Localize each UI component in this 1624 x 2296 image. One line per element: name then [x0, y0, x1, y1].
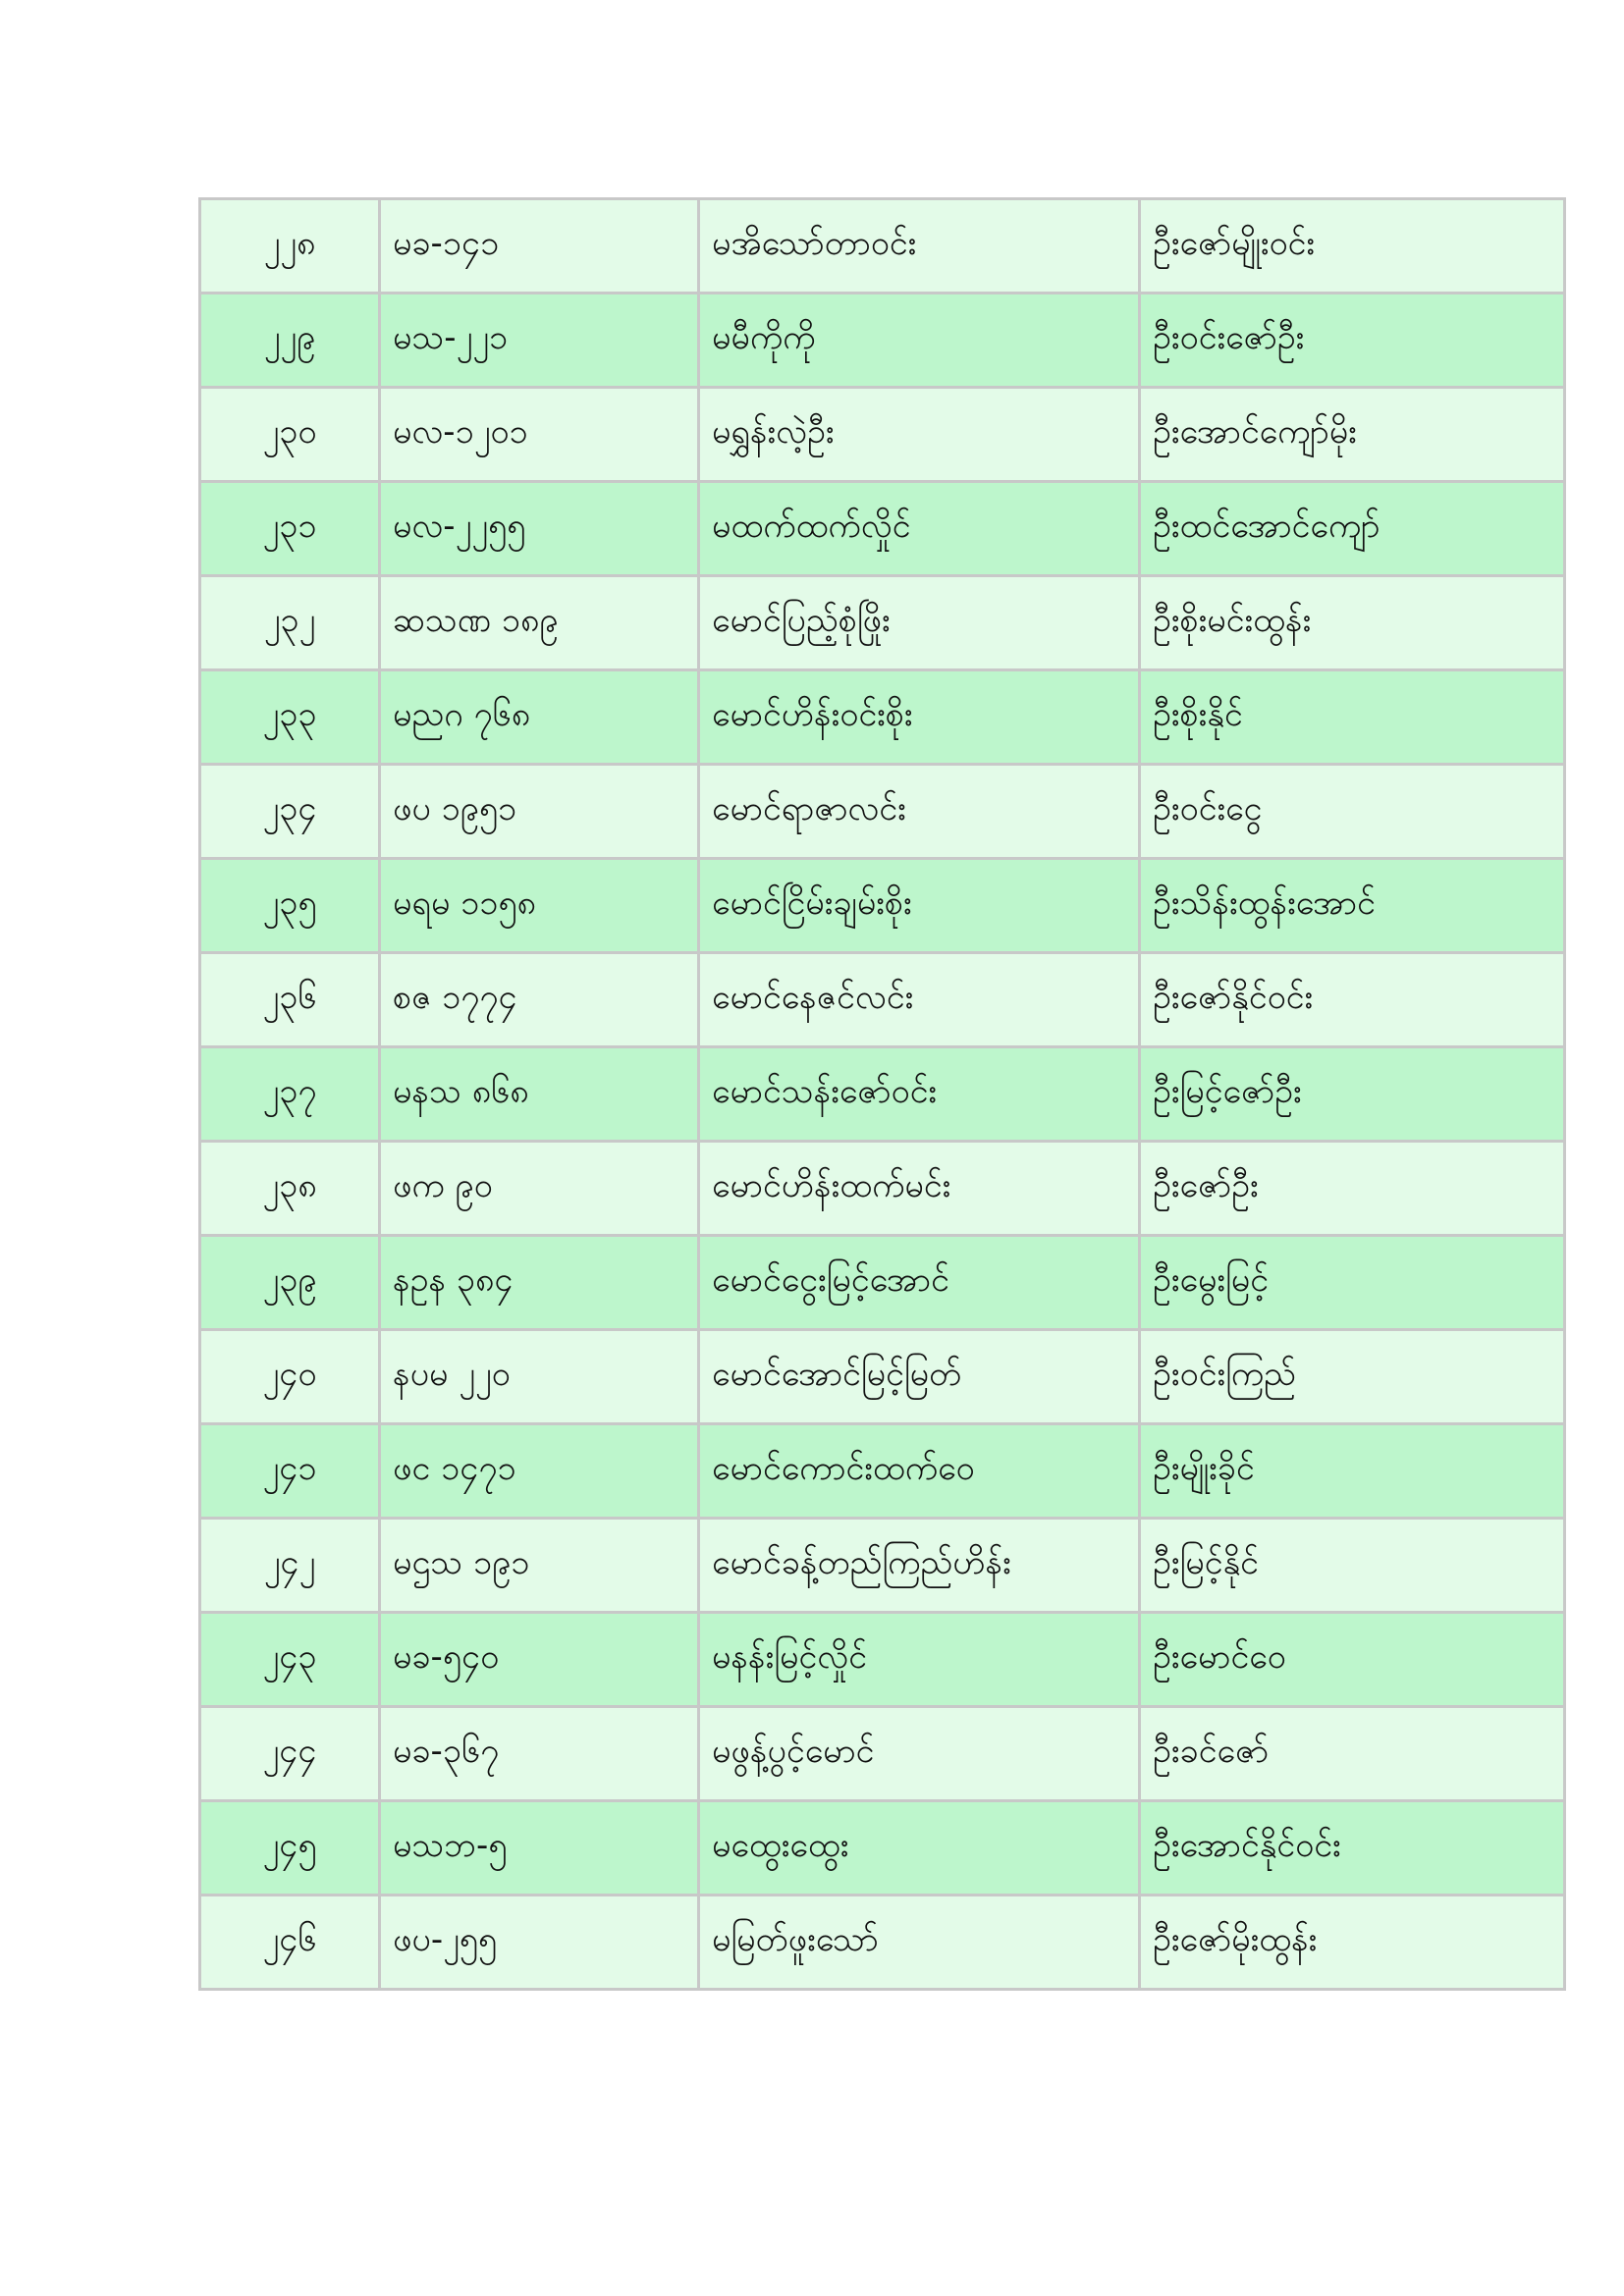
cell-father-name: ဦးဇော်ဦး: [1140, 1142, 1565, 1236]
table-row: [200, 1047, 1565, 1142]
cell-student-name: မဖွန့်ပွင့်မောင်: [699, 1707, 1140, 1801]
table-row: [200, 576, 1565, 670]
table-row: [200, 765, 1565, 859]
cell-student-name: မောင်ခန့်တည်ကြည်ဟိန်း: [699, 1519, 1140, 1613]
table-row: [200, 1896, 1565, 1990]
cell-registration-number: မရမ ၁၁၅၈: [380, 859, 699, 953]
cell-registration-number: မညဂ ၇၆၈: [380, 670, 699, 765]
cell-registration-number: မသဘ-၅: [380, 1801, 699, 1896]
table-row: [200, 1424, 1565, 1519]
table-row: [200, 1613, 1565, 1707]
cell-serial-number: ၂၃၃: [200, 670, 380, 765]
cell-father-name: ဦးသိန်းထွန်းအောင်: [1140, 859, 1565, 953]
cell-student-name: မောင်ငြိမ်းချမ်းစိုး: [699, 859, 1140, 953]
cell-serial-number: ၂၃၇: [200, 1047, 380, 1142]
cell-serial-number: ၂၂၉: [200, 294, 380, 388]
cell-student-name: မောင်နေဇင်လင်း: [699, 953, 1140, 1047]
cell-student-name: မမီကိုကို: [699, 294, 1140, 388]
table-row: [200, 388, 1565, 482]
cell-father-name: ဦးမျိုးခိုင်: [1140, 1424, 1565, 1519]
cell-registration-number: ဖင ၁၄၇၁: [380, 1424, 699, 1519]
cell-father-name: ဦးဇော်မျိုးဝင်း: [1140, 199, 1565, 294]
cell-serial-number: ၂၄၃: [200, 1613, 380, 1707]
cell-registration-number: မသ-၂၂၁: [380, 294, 699, 388]
cell-father-name: ဦးဝင်းငွေ: [1140, 765, 1565, 859]
roster-table-body: [200, 199, 1565, 1990]
cell-student-name: မောင်ပြည့်စုံဖြိုး: [699, 576, 1140, 670]
cell-registration-number: ဖက ၉၀: [380, 1142, 699, 1236]
cell-father-name: ဦးအောင်နိုင်ဝင်း: [1140, 1801, 1565, 1896]
cell-registration-number: မနသ ၈၆၈: [380, 1047, 699, 1142]
cell-registration-number: မခ-၃၆၇: [380, 1707, 699, 1801]
cell-student-name: မောင်ဟိန်းဝင်းစိုး: [699, 670, 1140, 765]
roster-table: [198, 197, 1566, 1991]
cell-registration-number: နပမ ၂၂၀: [380, 1330, 699, 1424]
cell-registration-number: ဆသဏ ၁၈၉: [380, 576, 699, 670]
cell-registration-number: မလ-၁၂၀၁: [380, 388, 699, 482]
cell-student-name: မနန်းမြင့်လှိုင်: [699, 1613, 1140, 1707]
cell-student-name: မောင်အောင်မြင့်မြတ်: [699, 1330, 1140, 1424]
cell-father-name: ဦးမောင်ဝေ: [1140, 1613, 1565, 1707]
cell-father-name: ဦးခင်ဇော်: [1140, 1707, 1565, 1801]
cell-father-name: ဦးထင်အောင်ကျော်: [1140, 482, 1565, 576]
table-row: [200, 294, 1565, 388]
cell-father-name: ဦးမြင့်နိုင်: [1140, 1519, 1565, 1613]
cell-registration-number: နဥန ၃၈၄: [380, 1236, 699, 1330]
cell-father-name: ဦးဝင်းဇော်ဦး: [1140, 294, 1565, 388]
cell-serial-number: ၂၄၂: [200, 1519, 380, 1613]
cell-registration-number: စဇ ၁၇၇၄: [380, 953, 699, 1047]
cell-student-name: မမြတ်ဖူးသော်: [699, 1896, 1140, 1990]
table-row: [200, 1519, 1565, 1613]
cell-father-name: ဦးစိုးနိုင်: [1140, 670, 1565, 765]
cell-father-name: ဦးဇော်မိုးထွန်း: [1140, 1896, 1565, 1990]
cell-registration-number: မဌသ ၁၉၁: [380, 1519, 699, 1613]
cell-serial-number: ၂၃၅: [200, 859, 380, 953]
cell-student-name: မောင်ငွေးမြင့်အောင်: [699, 1236, 1140, 1330]
cell-father-name: ဦးမွေးမြင့်: [1140, 1236, 1565, 1330]
cell-serial-number: ၂၃၀: [200, 388, 380, 482]
cell-serial-number: ၂၃၈: [200, 1142, 380, 1236]
cell-student-name: မောင်သန်းဇော်ဝင်း: [699, 1047, 1140, 1142]
cell-serial-number: ၂၄၆: [200, 1896, 380, 1990]
cell-serial-number: ၂၃၉: [200, 1236, 380, 1330]
cell-father-name: ဦးမြင့်ဇော်ဦး: [1140, 1047, 1565, 1142]
table-row: [200, 1236, 1565, 1330]
cell-registration-number: မလ-၂၂၅၅: [380, 482, 699, 576]
table-row: [200, 199, 1565, 294]
cell-student-name: မရွှန်းလဲ့ဦး: [699, 388, 1140, 482]
cell-serial-number: ၂၄၄: [200, 1707, 380, 1801]
cell-father-name: ဦးဇော်နိုင်ဝင်း: [1140, 953, 1565, 1047]
cell-serial-number: ၂၃၁: [200, 482, 380, 576]
cell-serial-number: ၂၂၈: [200, 199, 380, 294]
cell-serial-number: ၂၃၄: [200, 765, 380, 859]
table-row: [200, 482, 1565, 576]
cell-student-name: မထက်ထက်လှိုင်: [699, 482, 1140, 576]
cell-father-name: ဦးစိုးမင်းထွန်း: [1140, 576, 1565, 670]
cell-serial-number: ၂၃၆: [200, 953, 380, 1047]
table-row: [200, 859, 1565, 953]
table-row: [200, 1801, 1565, 1896]
table-row: [200, 953, 1565, 1047]
cell-serial-number: ၂၄၁: [200, 1424, 380, 1519]
cell-registration-number: ဖပ ၁၉၅၁: [380, 765, 699, 859]
cell-serial-number: ၂၄၅: [200, 1801, 380, 1896]
cell-student-name: မောင်ရာဇာလင်း: [699, 765, 1140, 859]
cell-registration-number: ဖပ-၂၅၅: [380, 1896, 699, 1990]
cell-student-name: မောင်ကောင်းထက်ဝေ: [699, 1424, 1140, 1519]
cell-serial-number: ၂၄၀: [200, 1330, 380, 1424]
cell-father-name: ဦးဝင်းကြည်: [1140, 1330, 1565, 1424]
cell-father-name: ဦးအောင်ကျော်မိုး: [1140, 388, 1565, 482]
cell-registration-number: မခ-၅၄၀: [380, 1613, 699, 1707]
cell-student-name: မထွေးထွေး: [699, 1801, 1140, 1896]
table-row: [200, 1330, 1565, 1424]
cell-student-name: မောင်ဟိန်းထက်မင်း: [699, 1142, 1140, 1236]
table-row: [200, 670, 1565, 765]
table-row: [200, 1142, 1565, 1236]
cell-serial-number: ၂၃၂: [200, 576, 380, 670]
table-row: [200, 1707, 1565, 1801]
cell-registration-number: မခ-၁၄၁: [380, 199, 699, 294]
cell-student-name: မအိသော်တာဝင်း: [699, 199, 1140, 294]
